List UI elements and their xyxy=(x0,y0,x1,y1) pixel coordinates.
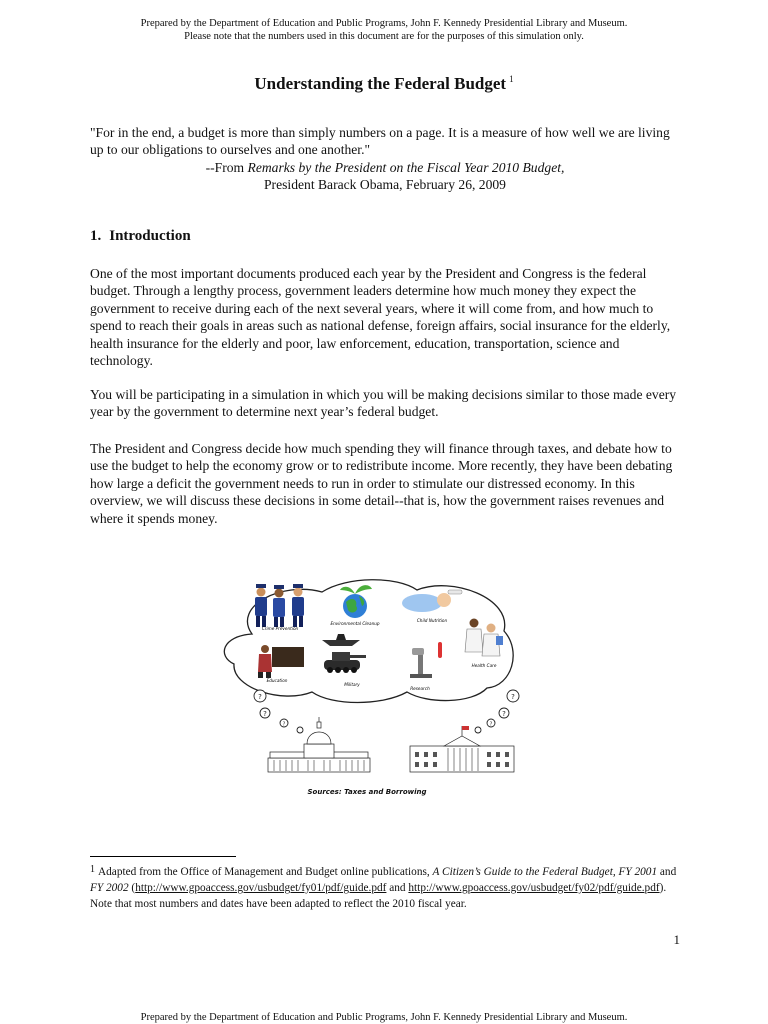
footnote-text: Adapted from the Office of Management and Budget online publications, xyxy=(98,866,433,878)
budget-illustration xyxy=(212,576,522,800)
quote-author: President Barack Obama, February 26, 2009 xyxy=(264,177,506,193)
label-education: Education xyxy=(266,678,288,683)
section-heading-introduction xyxy=(90,228,191,245)
page-header xyxy=(0,17,768,43)
quote-attr-source: Remarks by the President on the Fiscal Year 2010 Budget, xyxy=(247,159,565,175)
title-footnote-ref[interactable]: 1 xyxy=(509,74,514,85)
quote-text: "For in the end, a budget is more than simply numbers on a page. It is a measure of how well we are living up to our obligations to ourselves and one another." xyxy=(90,125,670,158)
svg-text:?: ? xyxy=(502,710,506,718)
intro-paragraph-1: One of the most important documents produced each year by the President and Congress is the federal budget. Through a lengthy process, government leaders determine how much money they expect the government to receive during each of the next several years, where it will come from, and how much to spend to reach their goals in areas such as national defense, foreign affairs, social insurance for the elderly, health insurance for the elderly and poor, law enforcement, education, transportation, science and technology. xyxy=(90,266,671,369)
title-text: Understanding the Federal Budget xyxy=(254,74,507,93)
footnote-number: 1 xyxy=(90,864,95,875)
intro-paragraph-2: You will be participating in a simulation in which you will be making decisions similar to those made every year by the government to determine next year’s federal budget. xyxy=(90,387,677,420)
document-title xyxy=(0,74,768,94)
footnote-1 xyxy=(90,862,680,912)
label-crime: Crime Prevention xyxy=(261,626,299,631)
footnote-text: ). Note that most numbers and dates have been adapted to reflect the 2010 fiscal year. xyxy=(90,882,667,910)
intro-paragraph-3: The President and Congress decide how much spending they will finance through taxes, and debate how to use the budget to help the economy grow or to redistribute income. More recently, they have been debating how large a deficit the government needs to run in order to stimulate our distressed economy. In this overview, we will discuss these decisions in some detail--that is, how the government raises revenues and where it spends money. xyxy=(90,441,673,526)
quote-attribution xyxy=(90,159,680,176)
footnote-text: and xyxy=(657,866,677,878)
page-footer xyxy=(0,1011,768,1024)
svg-text:?: ? xyxy=(511,693,515,701)
svg-text:?: ? xyxy=(263,710,267,718)
section-number: 1. xyxy=(90,228,102,244)
label-child: Child Nutrition xyxy=(416,618,448,623)
label-health: Health Care xyxy=(471,663,497,668)
footnote-link-fy02[interactable]: http://www.gpoaccess.gov/usbudget/fy02/pdf/guide.pdf xyxy=(408,882,660,894)
svg-text:?: ? xyxy=(489,721,493,728)
footnote-title-b: FY 2002 xyxy=(90,882,129,894)
header-line-1: Prepared by the Department of Education and Public Programs, John F. Kennedy Presidential Library and Museum. xyxy=(140,18,628,29)
page-number: 1 xyxy=(673,932,680,947)
footer-line-1: Prepared by the Department of Education and Public Programs, John F. Kennedy Presidential Library and Museum. xyxy=(140,1012,628,1023)
label-research: Research xyxy=(410,686,430,691)
svg-text:?: ? xyxy=(282,721,286,728)
footnote-separator xyxy=(90,856,236,857)
quote-attr-prefix: --From xyxy=(205,159,248,175)
opening-quote xyxy=(90,124,680,194)
svg-text:?: ? xyxy=(258,693,262,701)
header-line-2: Please note that the numbers used in this document are for the purposes of this simulation only. xyxy=(184,31,584,42)
footnote-text: and xyxy=(386,882,409,894)
illustration-caption: Sources: Taxes and Borrowing xyxy=(307,788,427,796)
section-title: Introduction xyxy=(109,228,191,244)
label-military: Military xyxy=(344,682,360,687)
footnote-link-fy01[interactable]: http://www.gpoaccess.gov/usbudget/fy01/pdf/guide.pdf xyxy=(135,882,387,894)
footnote-title-a: A Citizen’s Guide to the Federal Budget, FY 2001 xyxy=(432,866,658,878)
label-environment: Environmental Cleanup xyxy=(330,621,380,626)
white-house-icon xyxy=(410,726,514,772)
footnote-text: ( xyxy=(128,882,136,894)
